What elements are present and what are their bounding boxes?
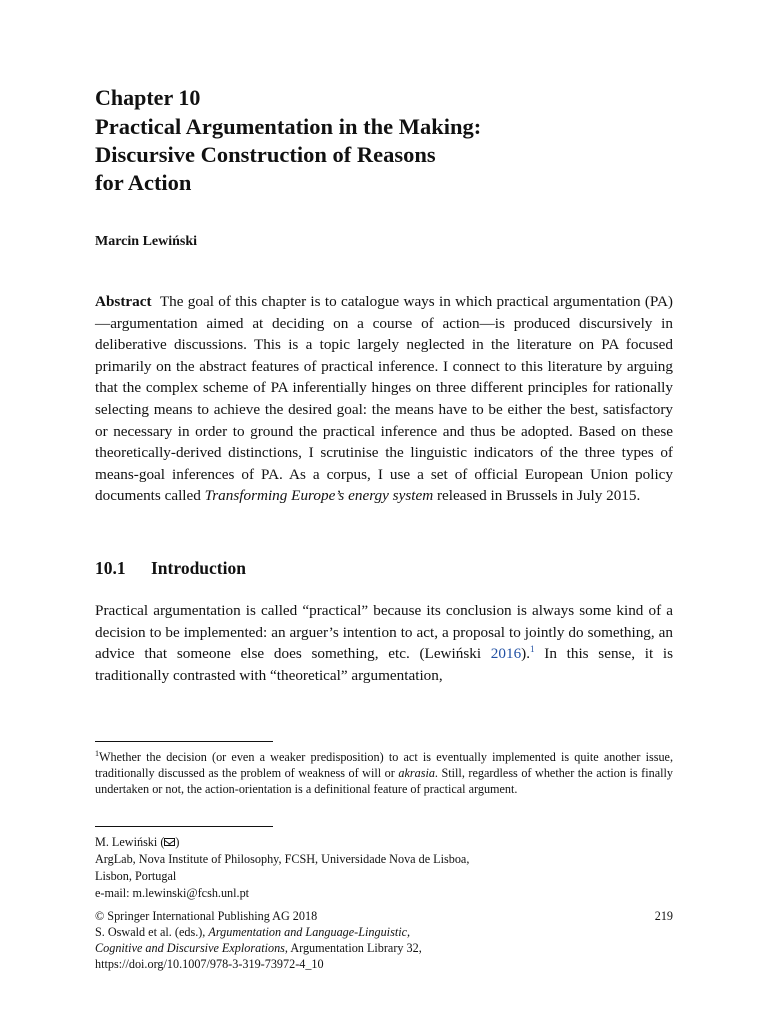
- affiliation-email[interactable]: e-mail: m.lewinski@fcsh.unl.pt: [95, 886, 250, 900]
- intro-text: Practical argumentation is called “practical” because its conclusion is always some kind of a decision to be implemented: an arguer’s intention to act, a proposal to jointly do something, an advice that someone else does something, etc. (Lewiński: [95, 602, 673, 663]
- editors-line: [95, 924, 673, 940]
- book-title-cont: Cognitive and Discursive Explorations: [95, 941, 285, 955]
- affiliation-location: Lisbon, Portugal: [95, 869, 177, 883]
- footnote-text-end: . Still, regardless of whether the action is finally undertaken or not, the action-orientation is a definitional feature of practical argument.: [95, 766, 673, 796]
- book-title: Argumentation and Language-Linguistic,: [208, 925, 411, 939]
- citation-link[interactable]: 2016: [490, 645, 522, 663]
- chapter-title-line: Practical Argumentation in the Making:: [95, 114, 482, 139]
- footnote-ref-link[interactable]: 1: [530, 644, 535, 655]
- section-number: 10.1: [95, 558, 126, 578]
- series-name: , Argumentation Library 32,: [284, 941, 422, 955]
- intro-text: ).: [521, 645, 531, 663]
- chapter-title-line: Discursive Construction of Reasons: [95, 142, 436, 167]
- affiliation: [95, 834, 673, 902]
- chapter-title-line: for Action: [95, 170, 192, 195]
- chapter-title: [95, 113, 673, 197]
- envelope-icon[interactable]: [164, 838, 175, 846]
- abstract-text: The goal of this chapter is to catalogue ways in which practical argumentation (PA)—argumentation aimed at deciding on a course of action—is produced discursively in deliberative discussions. This is a topic largely neglected in the literature on PA focused primarily on the abstract features of practical inference. I connect to this literature by arguing that the complex scheme of PA inferentially hinges on three different principles for rationally selecting means to achieve the desired goal: the means have to be either the best, satisfactory or necessary in order to ground the practical inference and thus be adopted. Based on these theoretically-derived distinctions, I scrutinise the linguistic indicators of the three types of means-goal inferences of PA. As a corpus, I use a set of official European Union policy documents called: [95, 293, 673, 505]
- footnote-divider: [95, 741, 273, 742]
- copyright-line: © Springer International Publishing AG 2018: [95, 909, 318, 923]
- affiliation-author-line: [95, 834, 673, 851]
- chapter-number: Chapter 10: [95, 85, 201, 110]
- intro-paragraph: [95, 600, 673, 686]
- doi-link[interactable]: https://doi.org/10.1007/978-3-319-73972-4_10: [95, 957, 324, 971]
- footnote: [95, 749, 673, 797]
- imprint: [95, 908, 673, 972]
- abstract-italic-title: Transforming Europe’s energy system: [204, 487, 434, 505]
- affiliation-divider: [95, 826, 273, 827]
- affiliation-author-close: ): [175, 835, 180, 849]
- abstract-label: Abstract: [95, 293, 152, 310]
- page-number: 219: [654, 909, 673, 923]
- affiliation-institution: ArgLab, Nova Institute of Philosophy, FCSH, Universidade Nova de Lisboa,: [95, 852, 470, 866]
- footnote-italic: akrasia: [398, 766, 435, 780]
- affiliation-author: M. Lewiński (: [95, 835, 165, 849]
- author-name: Marcin Lewiński: [95, 234, 198, 249]
- intro-text: In this sense, it is traditionally contrasted with “theoretical” argumentation,: [95, 645, 674, 684]
- book-title-line: [95, 940, 673, 956]
- footnote-marker: 1: [95, 749, 99, 758]
- section-title: Introduction: [151, 558, 246, 578]
- abstract: [95, 291, 673, 507]
- section-heading: [95, 557, 673, 579]
- editors-prefix: S. Oswald et al. (eds.),: [95, 925, 206, 939]
- footnote-text: Whether the decision (or even a weaker predisposition) to act is eventually implemented is quite another issue, traditionally discussed as the problem of weakness of will or: [95, 750, 673, 780]
- abstract-text-end: released in Brussels in July 2015.: [436, 487, 641, 505]
